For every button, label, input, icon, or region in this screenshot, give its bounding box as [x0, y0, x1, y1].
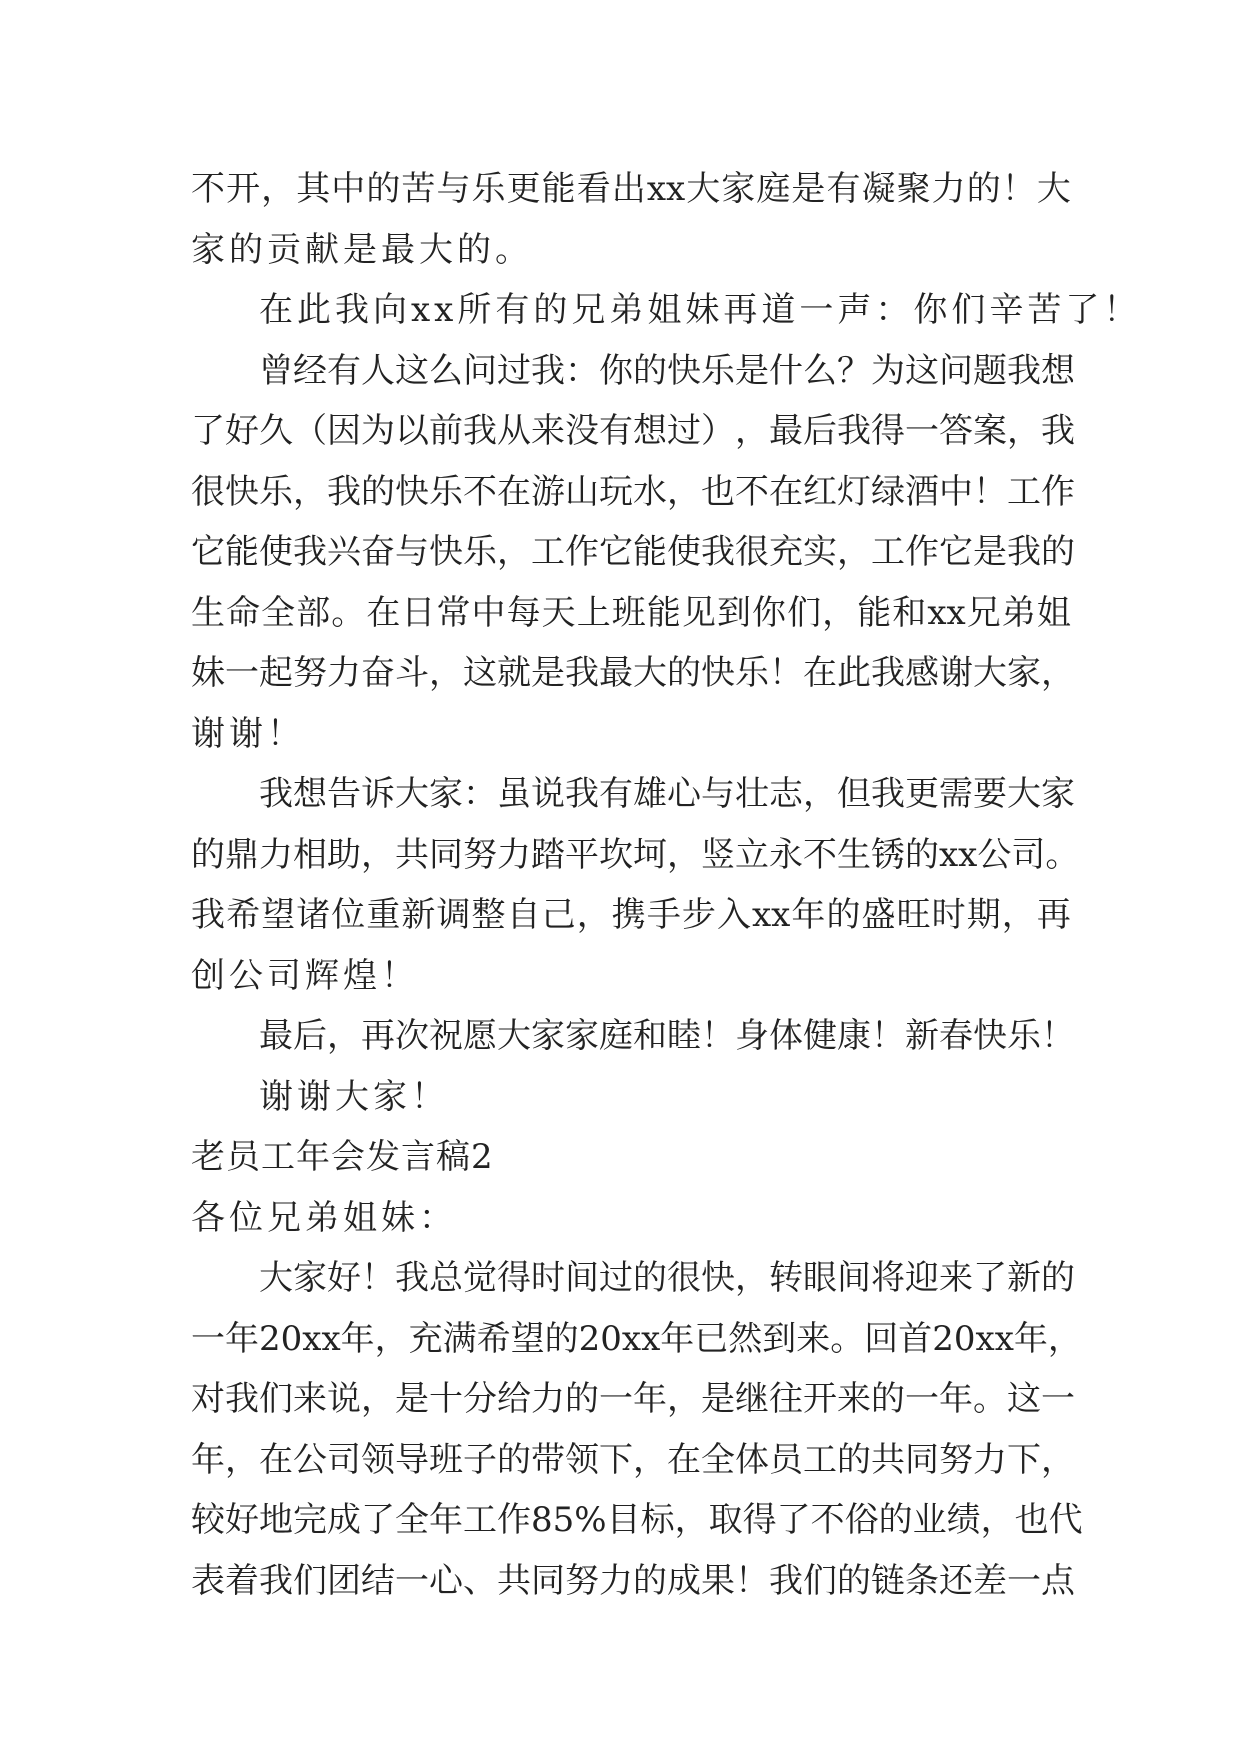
document-body — [191, 159, 1142, 1611]
text-line: 它 能 使 我 兴 奋 与 快 乐 ， 工 作 它 能 使 我 很 充 实 ， 工 作 它 是 我 的 — [191, 532, 1075, 572]
text-line: 最 后 ， 再 次 祝 愿 大 家 家 庭 和 睦 ！ 身 体 健 康 ！ 新 春 快 乐 ！ — [259, 1016, 1075, 1056]
text-line: 创公司辉煌！ — [191, 955, 419, 996]
text-line: 生 命 全 部 。 在 日 常 中 每 天 上 班 能 见 到 你 们 ， 能 和 xx 兄 弟 姐 — [191, 592, 1071, 633]
text-line: 年 ， 在 公 司 领 导 班 子 的 带 领 下 ， 在 全 体 员 工 的 共 同 努 力 下 ， — [191, 1439, 1075, 1480]
text-line: 很 快 乐 ， 我 的 快 乐 不 在 游 山 玩 水 ， 也 不 在 红 灯 绿 酒 中 ！ 工 作 — [191, 471, 1075, 512]
text-line: 家的贡献是最大的。 — [191, 229, 533, 270]
text-line: 对 我 们 来 说 ， 是 十 分 给 力 的 一 年 ， 是 继 往 开 来 的 一 年 。 这 一 — [191, 1379, 1075, 1419]
text-line: 大 家 好 ！ 我 总 觉 得 时 间 过 的 很 快 ， 转 眼 间 将 迎 来 了 新 的 — [259, 1258, 1075, 1298]
section-heading: 老员工年会发言稿2 — [191, 1137, 494, 1177]
text-line: 在此我向xx所有的兄弟姐妹再道一声：你们辛苦了！ — [259, 290, 1142, 330]
text-line: 谢谢！ — [191, 713, 305, 754]
text-line: 曾 经 有 人 这 么 问 过 我 ： 你 的 快 乐 是 什 么 ？ 为 这 问 题 我 想 — [259, 350, 1075, 391]
text-line: 妹 一 起 努 力 奋 斗 ， 这 就 是 我 最 大 的 快 乐 ！ 在 此 我 感 谢 大 家 ， — [191, 653, 1075, 693]
text-line: 各位兄弟姐妹： — [191, 1197, 457, 1238]
text-line: 的 鼎 力 相 助 ， 共 同 努 力 踏 平 坎 坷 ， 竖 立 永 不 生 锈 的 xx 公 司 。 — [191, 834, 1080, 875]
text-line: 一 年 20xx 年 ， 充 满 希 望 的 20xx 年 已 然 到 来 。 回 首 20xx 年 ， — [191, 1318, 1082, 1359]
text-line: 较 好 地 完 成 了 全 年 工 作 85% 目 标 ， 取 得 了 不 俗 的 业 绩 ， 也 代 — [191, 1500, 1083, 1540]
text-line: 了 好 久 （ 因 为 以 前 我 从 来 没 有 想 过 ） ， 最 后 我 得 一 答 案 ， 我 — [191, 411, 1075, 451]
text-line: 表 着 我 们 团 结 一 心 、 共 同 努 力 的 成 果 ！ 我 们 的 链 条 还 差 一 点 — [191, 1560, 1075, 1601]
text-line: 谢谢大家！ — [259, 1076, 449, 1117]
text-line: 我 希 望 诸 位 重 新 调 整 自 己 ， 携 手 步 入 xx 年 的 盛 旺 时 期 ， 再 — [191, 895, 1071, 935]
text-line: 不 开 ， 其 中 的 苦 与 乐 更 能 看 出 xx 大 家 庭 是 有 凝 聚 力 的 ！ 大 — [191, 169, 1071, 209]
text-line: 我 想 告 诉 大 家 ： 虽 说 我 有 雄 心 与 壮 志 ， 但 我 更 需 要 大 家 — [259, 774, 1075, 814]
